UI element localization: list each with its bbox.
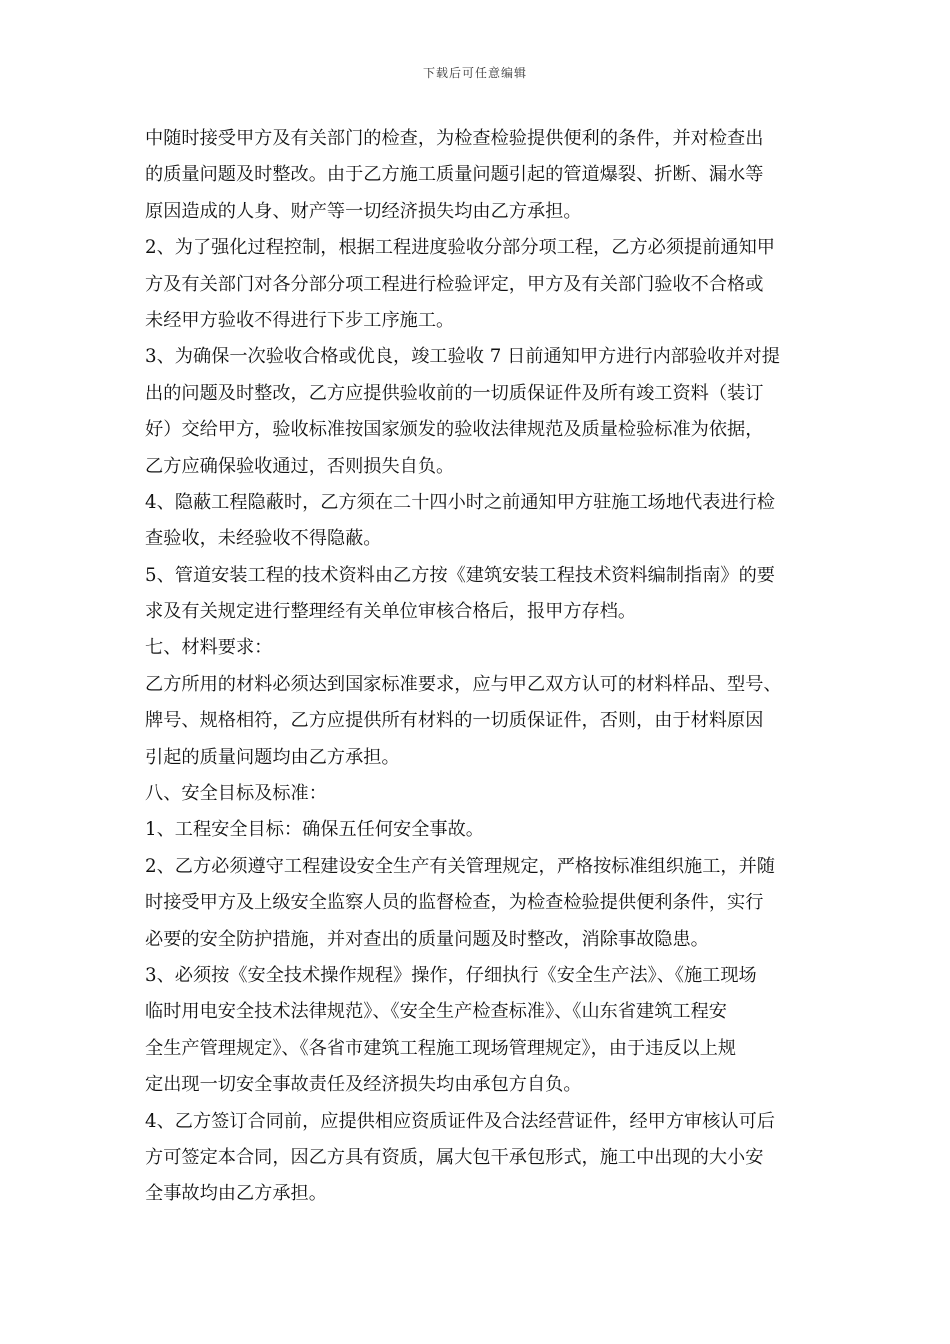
text-line: 的质量问题及时整改。由于乙方施工质量问题引起的管道爆裂、折断、漏水等 — [145, 164, 764, 186]
text-line: 乙方应确保验收通过，否则损失自负。 — [145, 455, 455, 477]
text-line: 2、为了强化过程控制，根据工程进度验收分部分项工程，乙方必须提前通知甲 — [145, 237, 775, 259]
text-line: 出的问题及时整改，乙方应提供验收前的一切质保证件及所有竣工资料（装订 — [145, 382, 764, 404]
text-line: 必要的安全防护措施，并对查出的质量问题及时整改，消除事故隐患。 — [145, 928, 709, 950]
section-heading: 八、安全目标及标准： — [145, 783, 327, 805]
document-body — [145, 121, 815, 1213]
page-header: 下载后可任意编辑 — [422, 66, 527, 80]
text-line: 原因造成的人身、财产等一切经济损失均由乙方承担。 — [145, 200, 582, 222]
text-line: 方及有关部门对各分部分项工程进行检验评定，甲方及有关部门验收不合格或 — [145, 273, 764, 295]
text-line: 牌号、规格相符，乙方应提供所有材料的一切质保证件，否则，由于材料原因 — [145, 710, 764, 732]
text-line: 全生产管理规定》、《各省市建筑工程施工现场管理规定》，由于违反以上规 — [145, 1037, 737, 1059]
text-line: 未经甲方验收不得进行下步工序施工。 — [145, 309, 455, 331]
text-line: 临时用电安全技术法律规范》、《安全生产检查标准》、《山东省建筑工程安 — [145, 1001, 727, 1023]
text-line: 求及有关规定进行整理经有关单位审核合格后，报甲方存档。 — [145, 601, 637, 623]
text-line: 3、为确保一次验收合格或优良，竣工验收 7 日前通知甲方进行内部验收并对提 — [145, 346, 780, 368]
section-heading: 七、材料要求： — [145, 637, 273, 659]
text-line: 中随时接受甲方及有关部门的检查，为检查检验提供便利的条件，并对检查出 — [145, 128, 764, 149]
text-line: 时接受甲方及上级安全监察人员的监督检查，为检查检验提供便利条件，实行 — [145, 892, 764, 914]
text-line: 2、乙方必须遵守工程建设安全生产有关管理规定，严格按标准组织施工，并随 — [145, 855, 775, 877]
text-line: 好）交给甲方，验收标准按国家颁发的验收法律规范及质量检验标准为依据， — [145, 419, 764, 441]
text-line: 全事故均由乙方承担。 — [145, 1183, 327, 1205]
text-line: 3、必须按《安全技术操作规程》操作，仔细执行《安全生产法》、《施工现场 — [145, 964, 757, 986]
text-line: 5、管道安装工程的技术资料由乙方按《建筑安装工程技术资料编制指南》的要 — [145, 564, 775, 586]
text-line: 查验收，未经验收不得隐蔽。 — [145, 528, 382, 550]
text-line: 4、隐蔽工程隐蔽时，乙方须在二十四小时之前通知甲方驻施工场地代表进行检 — [145, 491, 775, 513]
text-line: 方可签定本合同，因乙方具有资质，属大包干承包形式，施工中出现的大小安 — [145, 1146, 764, 1168]
text-line: 1、工程安全目标：确保五任何安全事故。 — [145, 819, 484, 841]
text-line: 4、乙方签订合同前，应提供相应资质证件及合法经营证件，经甲方审核认可后 — [145, 1110, 775, 1132]
text-line: 定出现一切安全事故责任及经济损失均由承包方自负。 — [145, 1074, 582, 1096]
text-line: 引起的质量问题均由乙方承担。 — [145, 746, 400, 768]
text-line: 乙方所用的材料必须达到国家标准要求，应与甲乙双方认可的材料样品、型号、 — [145, 673, 782, 695]
